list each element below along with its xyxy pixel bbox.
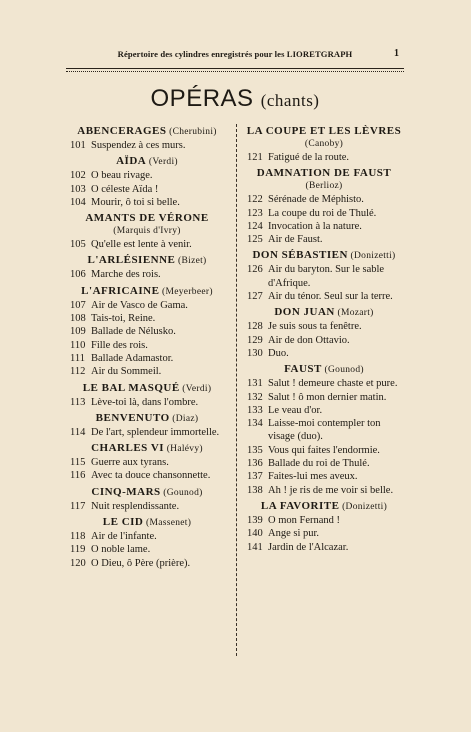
track-number: 108	[70, 313, 86, 325]
opera-entry	[64, 442, 230, 483]
opera-heading	[64, 212, 230, 238]
running-title: Répertoire des cylindres enregistrés pour les LIORETGRAPH	[117, 49, 353, 59]
track-title: Ange si pur.	[268, 528, 320, 540]
composer-name: (Verdi)	[148, 157, 178, 168]
track-title: Laisse-moi contempler ton visage (duo).	[268, 418, 381, 443]
opera-entry	[241, 363, 407, 497]
opera-title: CHARLES VI	[91, 442, 165, 455]
track-title: Air de don Ottavio.	[268, 334, 350, 346]
composer-name: (Cherubini)	[169, 127, 217, 137]
opera-title: DON JUAN	[274, 306, 335, 319]
opera-title: L'AFRICAINE	[81, 284, 160, 297]
opera-title: BENVENUTO	[95, 411, 170, 424]
track-title: Air du ténor. Seul sur la terre.	[268, 291, 393, 303]
track-item	[241, 514, 407, 527]
track-number: 130	[247, 347, 263, 359]
opera-heading	[64, 516, 230, 530]
track-number: 132	[247, 391, 263, 403]
track-number: 133	[247, 404, 263, 416]
track-number: 118	[70, 531, 86, 543]
track-item	[241, 377, 407, 390]
track-item	[241, 263, 407, 290]
track-title: Mourir, ô toi si belle.	[91, 196, 180, 208]
track-number: 128	[247, 321, 263, 333]
track-item	[64, 352, 230, 365]
track-title: Nuit resplendissante.	[91, 500, 180, 512]
track-item	[241, 207, 407, 220]
page-number: 1	[394, 48, 399, 59]
track-item	[64, 196, 230, 209]
opera-heading	[64, 412, 230, 426]
track-number: 135	[247, 444, 263, 456]
composer-name: (Halévy)	[166, 444, 203, 455]
track-title: Ballade Adamastor.	[91, 352, 174, 364]
track-number: 125	[247, 234, 263, 246]
track-item	[64, 543, 230, 556]
track-item	[64, 339, 230, 352]
opera-heading	[241, 167, 407, 193]
opera-entry	[64, 285, 230, 379]
header-rule-dotted	[66, 71, 404, 72]
opera-title: ABENCERAGES	[77, 125, 167, 137]
track-item	[64, 183, 230, 196]
track-title: Vous qui faites l'endormie.	[268, 444, 380, 456]
track-item	[241, 417, 407, 444]
opera-heading	[64, 125, 230, 139]
track-title: Tais-toi, Reine.	[91, 313, 156, 325]
track-title: Lève-toi là, dans l'ombre.	[91, 396, 199, 408]
opera-entry	[64, 486, 230, 513]
track-number: 119	[70, 544, 86, 556]
track-item	[241, 470, 407, 483]
opera-entry	[64, 155, 230, 209]
track-title: De l'art, splendeur immortelle.	[91, 426, 220, 438]
track-title: Ah ! je ris de me voir si belle.	[268, 484, 394, 496]
track-item	[241, 334, 407, 347]
track-title: Ballade du roi de Thulé.	[268, 458, 370, 470]
track-title: O beau rivage.	[91, 170, 153, 182]
opera-heading	[241, 500, 407, 514]
opera-title: LA COUPE ET LES LÈVRES	[246, 125, 402, 137]
composer-name: (Bizet)	[178, 256, 207, 267]
track-number: 122	[247, 194, 263, 206]
opera-heading	[64, 155, 230, 169]
track-title: Marche des rois.	[91, 269, 161, 281]
track-title: Sérénade de Méphisto.	[268, 194, 364, 206]
track-title: Faites-lui mes aveux.	[268, 471, 358, 483]
column-divider	[236, 124, 237, 656]
opera-title: DON SÉBASTIEN	[252, 249, 348, 262]
opera-heading	[64, 254, 230, 268]
track-item	[241, 220, 407, 233]
track-item	[64, 365, 230, 378]
opera-title: CINQ-MARS	[91, 485, 161, 498]
composer-name: (Berlioz)	[305, 181, 343, 192]
opera-title: AMANTS DE VÉRONE	[85, 212, 209, 225]
section-title-sub: (chants)	[260, 91, 320, 110]
track-title: Je suis sous ta fenêtre.	[268, 321, 362, 333]
opera-entry	[241, 306, 407, 360]
section-title-main: OPÉRAS	[150, 85, 254, 112]
track-item	[64, 325, 230, 338]
composer-name: (Diaz)	[172, 413, 199, 424]
track-number: 141	[247, 541, 263, 553]
right-column	[241, 122, 407, 557]
track-number: 117	[70, 500, 86, 512]
track-title: Guerre aux tyrans.	[91, 457, 169, 469]
track-number: 137	[247, 471, 263, 483]
track-item	[241, 541, 407, 554]
track-title: O Dieu, ô Père (prière).	[91, 557, 191, 569]
track-item	[241, 391, 407, 404]
composer-name: (Gounod)	[163, 487, 203, 498]
track-title: Salut ! demeure chaste et pure.	[268, 378, 398, 390]
opera-entry	[64, 516, 230, 570]
track-number: 107	[70, 299, 86, 311]
track-item	[64, 426, 230, 439]
track-number: 115	[70, 457, 86, 469]
track-item	[64, 456, 230, 469]
opera-title: LA FAVORITE	[260, 499, 340, 512]
opera-heading	[64, 285, 230, 299]
composer-name: (Massenet)	[146, 518, 192, 529]
track-number: 109	[70, 326, 86, 338]
track-item	[64, 396, 230, 409]
track-number: 116	[70, 470, 86, 482]
track-title: Fille des rois.	[91, 339, 148, 351]
composer-name: (Verdi)	[182, 383, 212, 394]
opera-entry	[64, 382, 230, 409]
opera-heading	[64, 486, 230, 500]
track-item	[241, 347, 407, 360]
track-number: 113	[70, 396, 86, 408]
opera-title: FAUST	[284, 363, 322, 376]
track-item	[241, 527, 407, 540]
track-item	[64, 500, 230, 513]
opera-title: L'ARLÉSIENNE	[87, 254, 176, 267]
track-title: Suspendez à ces murs.	[91, 140, 186, 151]
track-number: 126	[247, 264, 263, 276]
track-item	[241, 290, 407, 303]
track-item	[64, 469, 230, 482]
composer-name: (Donizetti)	[342, 501, 388, 512]
track-title: Invocation à la nature.	[268, 220, 362, 232]
track-item	[241, 193, 407, 206]
track-item	[64, 139, 230, 152]
track-title: Air de Vasco de Gama.	[91, 299, 188, 311]
track-number: 120	[70, 557, 86, 569]
opera-entry	[64, 254, 230, 281]
track-item	[64, 530, 230, 543]
track-title: O noble lame.	[91, 544, 151, 556]
track-number: 101	[70, 140, 86, 151]
opera-entry	[241, 500, 407, 554]
composer-name: (Donizetti)	[350, 251, 396, 262]
track-title: Ballade de Nélusko.	[91, 326, 176, 338]
track-item	[64, 312, 230, 325]
opera-heading	[241, 125, 407, 151]
track-title: Qu'elle est lente à venir.	[91, 239, 192, 251]
track-title: Avec ta douce chansonnette.	[91, 470, 211, 482]
track-item	[64, 238, 230, 251]
opera-heading	[64, 382, 230, 396]
opera-heading	[241, 306, 407, 320]
opera-entry	[64, 212, 230, 251]
opera-title: LE BAL MASQUÉ	[82, 381, 180, 394]
track-title: Le veau d'or.	[268, 404, 323, 416]
track-number: 124	[247, 220, 263, 232]
track-number: 129	[247, 334, 263, 346]
track-item	[241, 484, 407, 497]
track-title: O mon Fernand !	[268, 514, 341, 526]
track-title: Fatigué de la route.	[268, 152, 350, 163]
track-item	[64, 299, 230, 312]
composer-name: (Mozart)	[337, 308, 374, 319]
opera-entry	[241, 167, 407, 246]
section-title	[66, 85, 404, 113]
opera-heading	[64, 442, 230, 456]
opera-heading	[241, 363, 407, 377]
track-item	[241, 404, 407, 417]
track-title: Air de l'infante.	[91, 531, 157, 543]
track-number: 105	[70, 239, 86, 251]
track-item	[64, 268, 230, 281]
track-number: 131	[247, 378, 263, 390]
opera-entry	[64, 125, 230, 152]
track-item	[241, 444, 407, 457]
track-number: 114	[70, 426, 86, 438]
track-number: 134	[247, 418, 263, 430]
track-item	[241, 233, 407, 246]
track-item	[64, 557, 230, 570]
track-title: La coupe du roi de Thulé.	[268, 207, 377, 219]
composer-name: (Meyerbeer)	[162, 286, 213, 297]
track-title: O céleste Aïda !	[91, 183, 159, 195]
track-number: 104	[70, 196, 86, 208]
composer-name: (Gounod)	[324, 365, 364, 376]
opera-entry	[64, 412, 230, 439]
opera-title: DAMNATION DE FAUST	[256, 167, 392, 180]
track-number: 103	[70, 183, 86, 195]
track-number: 121	[247, 152, 263, 163]
track-item	[241, 151, 407, 164]
track-number: 106	[70, 269, 86, 281]
track-title: Air du baryton. Sur le sable d'Afrique.	[268, 264, 385, 289]
track-title: Air du Sommeil.	[91, 366, 162, 378]
left-column	[64, 122, 230, 573]
track-number: 111	[70, 352, 85, 364]
opera-heading	[241, 249, 407, 263]
track-title: Jardin de l'Alcazar.	[268, 541, 349, 553]
track-number: 138	[247, 484, 263, 496]
track-number: 112	[70, 366, 86, 378]
track-number: 136	[247, 458, 263, 470]
track-number: 140	[247, 528, 263, 540]
opera-title: LE CID	[102, 516, 144, 529]
track-item	[241, 457, 407, 470]
track-number: 123	[247, 207, 263, 219]
opera-entry	[241, 125, 407, 164]
opera-title: AÏDA	[116, 155, 147, 168]
track-item	[241, 320, 407, 333]
header-rule	[66, 68, 404, 69]
track-item	[64, 169, 230, 182]
track-number: 102	[70, 170, 86, 182]
composer-name: (Marquis d'Ivry)	[113, 226, 181, 237]
composer-name: (Canoby)	[304, 139, 344, 149]
track-title: Duo.	[268, 347, 289, 359]
opera-entry	[241, 249, 407, 303]
track-number: 127	[247, 291, 263, 303]
track-number: 110	[70, 339, 86, 351]
track-number: 139	[247, 514, 263, 526]
track-title: Air de Faust.	[268, 234, 323, 246]
track-title: Salut ! ô mon dernier matin.	[268, 391, 387, 403]
